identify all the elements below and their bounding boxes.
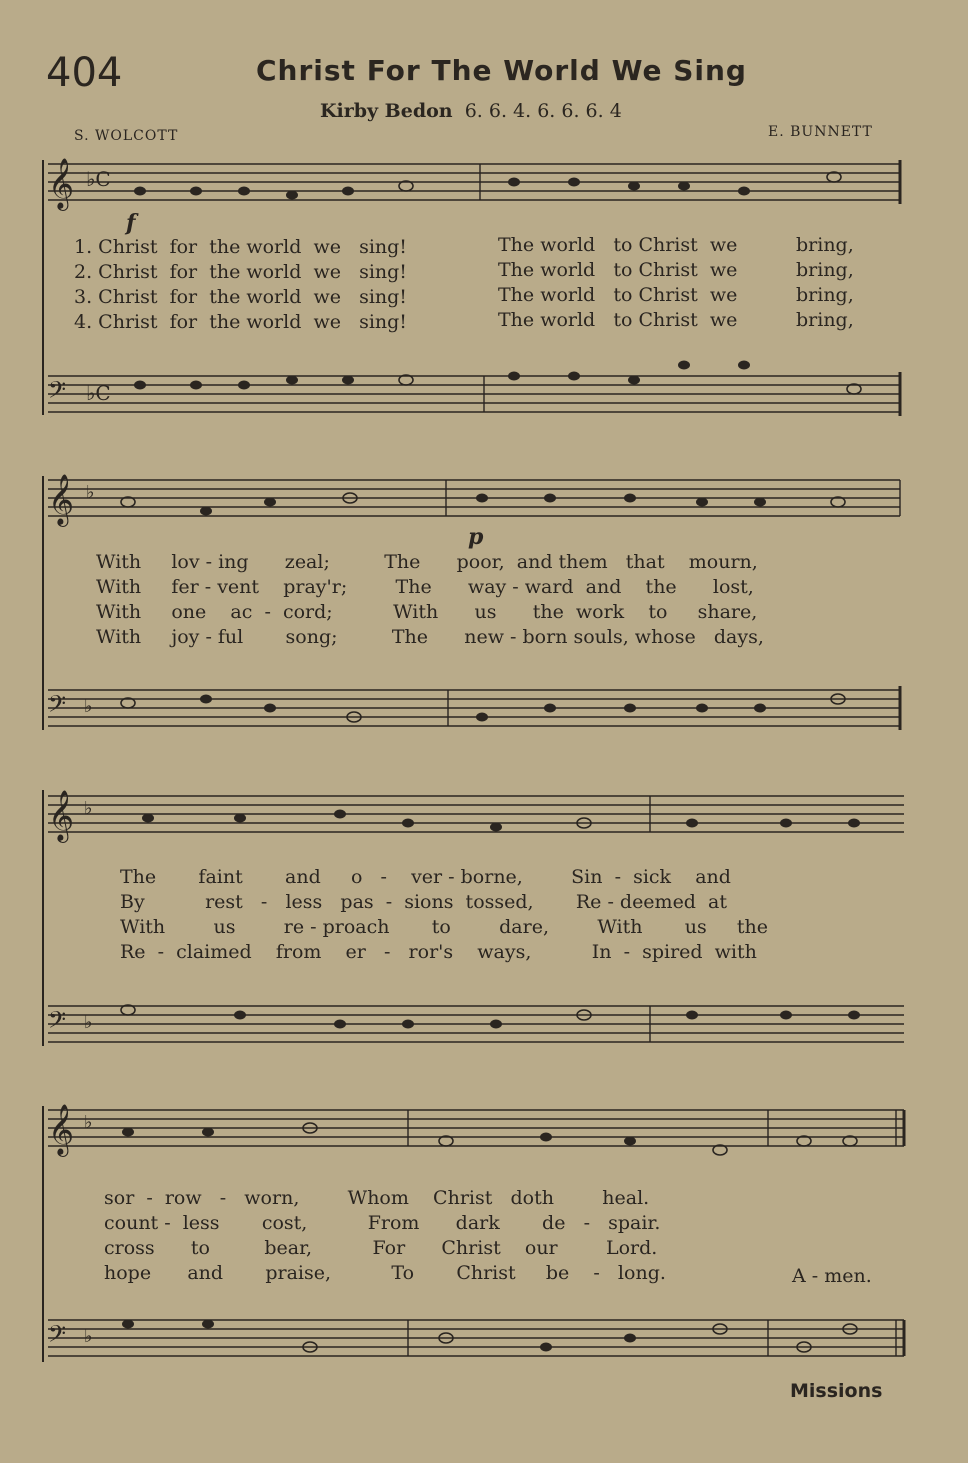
lyric-v4-s1c: bring, (796, 309, 854, 331)
tune-name: Kirby Bedon (320, 100, 453, 122)
lyric-v2-s1: 2. Christ for the world we sing! (74, 261, 407, 283)
svg-text:♭: ♭ (84, 1012, 93, 1033)
dynamic-forte: f (126, 210, 136, 236)
svg-text:♭: ♭ (84, 696, 93, 717)
treble-staff (44, 782, 908, 852)
hymn-number: 404 (46, 50, 123, 96)
lyric-v4-s1b: The world to Christ we (498, 309, 738, 331)
dynamic-piano: p (468, 524, 484, 550)
svg-text:♭C: ♭C (86, 381, 111, 405)
lyric-v4-s3: Re - claimed from er - ror's ways, In - spired with (120, 941, 757, 963)
svg-text:𝄢: 𝄢 (48, 376, 67, 409)
bass-staff (44, 356, 904, 426)
lyric-v1-s1b: The world to Christ we (498, 234, 738, 256)
lyric-v1-s3: The faint and o - ver - borne, Sin - sick and (120, 866, 731, 888)
lyric-v4-s2: With joy - ful song; The new - born souls, whose days, (96, 626, 764, 648)
svg-text:♭: ♭ (84, 798, 93, 819)
bass-staff (44, 670, 904, 740)
topic-label: Missions (790, 1380, 883, 1402)
svg-text:𝄞: 𝄞 (48, 1104, 75, 1155)
meter: 6. 6. 4. 6. 6. 6. 4 (464, 100, 622, 122)
tune-line (320, 100, 622, 122)
svg-text:𝄢: 𝄢 (48, 1006, 67, 1039)
lyric-v2-s3: By rest - less pas - sions tossed, Re - deemed at (120, 891, 728, 913)
lyric-v3-s1: 3. Christ for the world we sing! (74, 286, 407, 308)
treble-staff (44, 1096, 908, 1166)
lyric-v3-s2: With one ac - cord; With us the work to share, (96, 601, 758, 623)
svg-text:𝄞: 𝄞 (48, 158, 75, 209)
lyric-v3-s3: With us re - proach to dare, With us the (120, 916, 769, 938)
lyric-v1-s2: With lov - ing zeal; The poor, and them that mourn, (96, 551, 758, 573)
lyric-v3-s1c: bring, (796, 284, 854, 306)
svg-text:𝄢: 𝄢 (48, 1320, 67, 1353)
lyric-v3-s1b: The world to Christ we (498, 284, 738, 306)
lyric-v3-s4: cross to bear, For Christ our Lord. (104, 1237, 658, 1259)
bass-staff (44, 986, 908, 1056)
lyric-v2-s2: With fer - vent pray'r; The way - ward and the lost, (96, 576, 754, 598)
lyric-v2-s1c: bring, (796, 259, 854, 281)
svg-text:𝄢: 𝄢 (48, 690, 67, 723)
amen-text: A - men. (792, 1265, 872, 1287)
bass-staff (44, 1300, 908, 1370)
lyric-v1-s1: 1. Christ for the world we sing! (74, 236, 407, 258)
svg-text:♭C: ♭C (86, 167, 111, 191)
svg-text:𝄞: 𝄞 (48, 790, 75, 841)
treble-staff (44, 150, 904, 230)
lyric-v2-s1b: The world to Christ we (498, 259, 738, 281)
hymn-title: Christ For The World We Sing (256, 54, 747, 87)
svg-text:♭: ♭ (86, 482, 95, 503)
lyric-v4-s1: 4. Christ for the world we sing! (74, 311, 407, 333)
lyric-v2-s4: count - less cost, From dark de - spair. (104, 1212, 661, 1234)
lyric-v1-s4: sor - row - worn, Whom Christ doth heal. (104, 1187, 650, 1209)
lyric-v4-s4: hope and praise, To Christ be - long. (104, 1262, 666, 1284)
svg-text:♭: ♭ (84, 1112, 93, 1133)
svg-text:𝄞: 𝄞 (48, 474, 75, 525)
author: S. WOLCOTT (74, 128, 179, 144)
svg-text:♭: ♭ (84, 1326, 93, 1347)
composer: E. BUNNETT (768, 124, 873, 140)
lyric-v1-s1c: bring, (796, 234, 854, 256)
